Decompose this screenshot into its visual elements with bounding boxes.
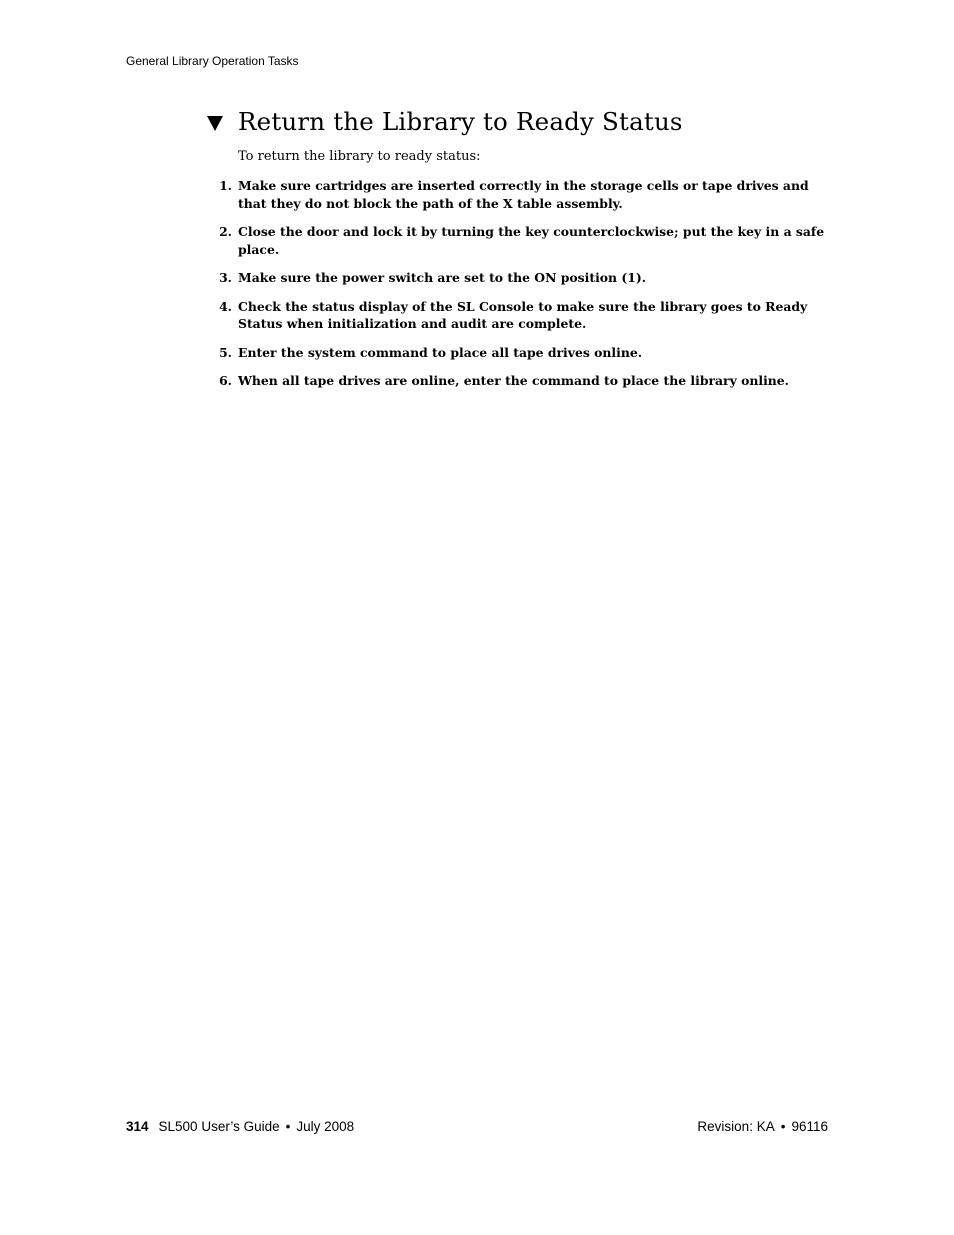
footer-right xyxy=(697,1118,828,1136)
section-title: Return the Library to Ready Status xyxy=(238,107,683,136)
footer-left xyxy=(126,1118,354,1136)
procedure-steps xyxy=(212,177,832,401)
step-number: 5. xyxy=(219,344,232,360)
page-number: 314 xyxy=(126,1119,149,1134)
step-number: 2. xyxy=(219,224,232,239)
section-heading xyxy=(207,104,683,140)
step-item xyxy=(212,177,832,212)
footer-separator: • xyxy=(285,1119,291,1134)
down-triangle-icon xyxy=(207,116,223,131)
step-number: 3. xyxy=(219,270,232,285)
footer-separator: • xyxy=(780,1119,786,1134)
step-number: 6. xyxy=(219,373,232,388)
document-date: July 2008 xyxy=(296,1119,355,1134)
step-number: 1. xyxy=(219,178,232,193)
part-number: 96116 xyxy=(791,1119,828,1134)
step-item xyxy=(212,372,832,390)
running-header: General Library Operation Tasks xyxy=(126,54,299,68)
step-text: Enter the system command to place all tape drives online. xyxy=(238,344,643,360)
section-intro: To return the library to ready status: xyxy=(238,149,481,164)
step-text: Make sure the power switch are set to the ON position (1). xyxy=(238,270,647,285)
step-item xyxy=(212,223,832,258)
step-number: 4. xyxy=(219,298,232,314)
revision-label: Revision: KA xyxy=(697,1119,775,1134)
step-text: Close the door and lock it by turning the key counterclockwise; put the key in a safe place. xyxy=(238,224,825,257)
step-item xyxy=(212,344,832,362)
step-text: Check the status display of the SL Console to make sure the library goes to Ready Status when initialization and audit are complete. xyxy=(238,298,808,331)
step-item xyxy=(212,269,832,287)
document-title: SL500 User’s Guide xyxy=(158,1119,280,1134)
step-text: When all tape drives are online, enter the command to place the library online. xyxy=(238,373,789,388)
step-text: Make sure cartridges are inserted correctly in the storage cells or tape drives and that they do not block the path of the X table assembly. xyxy=(238,178,809,211)
step-item xyxy=(212,298,832,333)
